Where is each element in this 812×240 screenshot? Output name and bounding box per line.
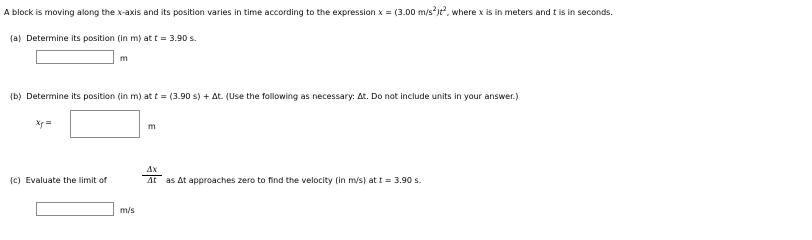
part-c-question-suffix [166,176,421,186]
part-b-prefix: Determine its position (in m) at [26,92,153,101]
intro-x-var: x [117,8,122,17]
intro-axis-text: -axis and its position varies in time according to the expression [121,8,376,17]
intro-where: , where [446,8,477,17]
part-c-unit: m/s [120,206,135,215]
part-c-frac-num: Δx [146,165,158,174]
intro-meters: is in meters and [485,8,551,17]
problem-statement [4,8,613,19]
part-a-answer-input[interactable] [36,50,114,64]
part-c-frac-den: Δt [147,176,157,185]
part-c-answer-input[interactable] [36,202,114,216]
expr-sup-2: 2 [442,6,447,13]
part-b-answer-input[interactable] [70,110,140,138]
part-a-unit: m [120,54,128,63]
part-b-lhs [36,118,52,129]
part-b-question [10,92,518,102]
part-c-fraction [142,165,162,186]
part-b-label: (b) [10,92,22,101]
part-b-suffix: = (3.90 s) + Δt. (Use the following as necessary: Δt. Do not include units in your answer.) [160,92,519,101]
intro-prefix: A block is moving along the [4,8,115,17]
part-b-unit: m [148,122,156,131]
part-a-t: t [154,34,158,43]
where-x: x [478,8,484,17]
part-c-suffix-pre: as Δt approaches zero to find the velocity (in m/s) at [166,176,377,185]
part-a-suffix: = 3.90 s. [160,34,197,43]
part-c-suffix-post: = 3.90 s. [384,176,422,185]
expr-sup-1: 2 [432,6,437,13]
part-b-t: t [154,92,158,101]
part-c-t: t [379,176,383,185]
part-c-prefix: Evaluate the limit of [25,176,107,185]
expr-equals: = (3.00 m/s [385,8,433,17]
where-t: t [553,8,557,17]
part-b-lhs-eq: = [45,118,52,127]
part-a-question [10,34,196,44]
part-c-question-prefix [10,176,107,186]
part-c-label: (c) [10,176,21,185]
part-b-lhs-sub: f [40,122,43,129]
intro-seconds: is in seconds. [558,8,613,17]
expr-x: x [378,8,383,17]
part-b-lhs-x: x [36,118,41,127]
expr-t: )t [436,8,443,17]
part-a-prefix: Determine its position (in m) at [26,34,152,43]
part-a-label: (a) [10,34,22,43]
